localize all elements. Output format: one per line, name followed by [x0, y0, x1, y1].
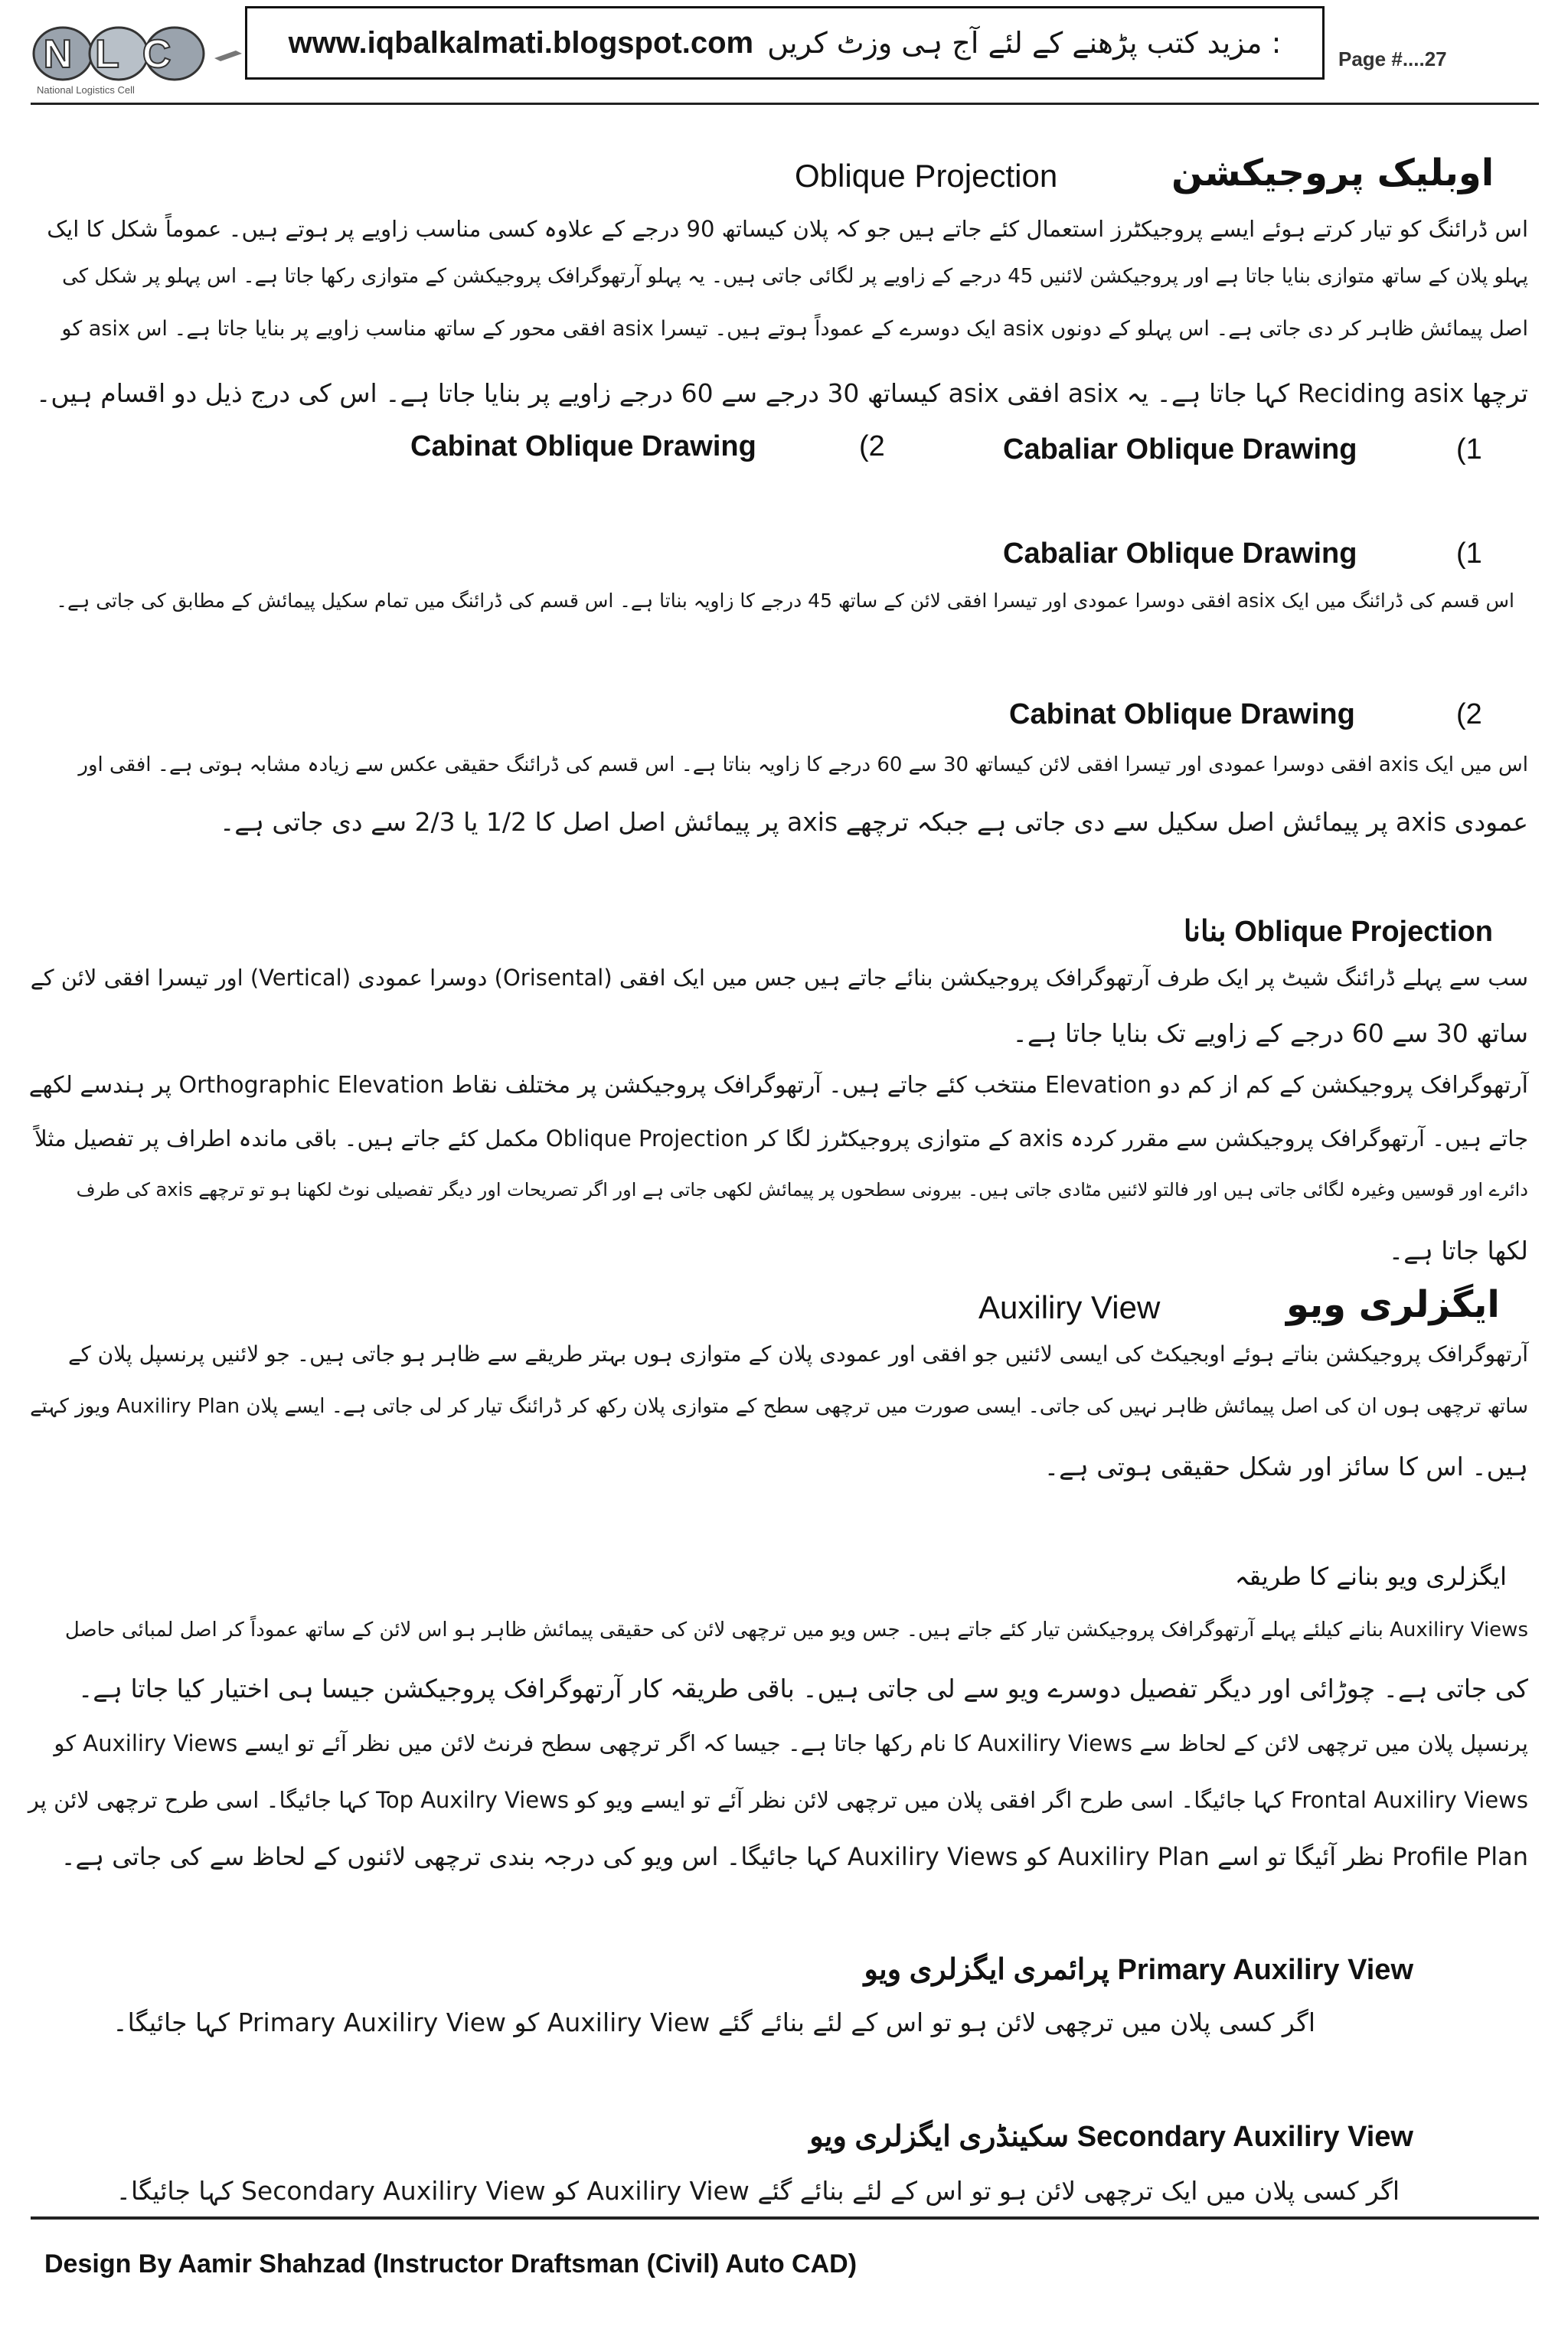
making-line: لکھا جاتا ہے۔ [1388, 1236, 1528, 1266]
cabaliar-title: Cabaliar Oblique Drawing [1003, 537, 1357, 570]
type-number: (2 [859, 430, 885, 462]
making-line: ساتھ 30 سے 60 درجے کے زاویے تک بنایا جاتا ہے۔ [1012, 1018, 1528, 1048]
nlc-logo-icon [31, 23, 207, 84]
type-name: Cabaliar Oblique Drawing [1003, 433, 1357, 466]
auxiliary-title-urdu: ایگزلری ویو [1286, 1283, 1500, 1326]
cabinat-title: Cabinat Oblique Drawing [1009, 698, 1355, 730]
website-url[interactable]: www.iqbalkalmati.blogspot.com [288, 25, 754, 60]
footer-divider [31, 2216, 1539, 2220]
logo-arrow-icon [213, 47, 243, 63]
auxiliary-line: آرتھوگرافک پروجیکشن بناتے ہوئے اوبجیکٹ کی ایسی لائنیں جو افقی اور عمودی پلان کے متوازی ہوں بہتر طریقے سے ظاہر ہو جاتی ہیں۔ جو لائنیں پرنسپل پلان کے [68, 1341, 1528, 1367]
header-divider [31, 103, 1539, 105]
type-name: Cabinat Oblique Drawing [410, 430, 756, 462]
method-line: پرنسپل پلان میں ترچھی لائن کے لحاظ سے Auxiliry Views کا نام رکھا جاتا ہے۔ جیسا کہ اگر ترچھی سطح فرنٹ لائن میں نظر آئے تو ایسے Auxiliry Views کو [54, 1730, 1528, 1756]
cabinat-number: (2 [1456, 698, 1482, 730]
website-banner [245, 6, 1325, 80]
method-line: Auxiliry Views بنانے کیلئے پہلے آرتھوگرافک پروجیکشن تیار کئے جاتے ہیں۔ جس ویو میں ترچھی لائن کی حقیقی پیمائش ظاہر ہو اس لائن کے ساتھ عموداً کر اصل لمبائی حاصل [64, 1619, 1528, 1642]
svg-text:NLC: NLC [43, 32, 194, 77]
making-line: جاتے ہیں۔ آرتھوگرافک پروجیکشن سے مقرر کردہ axis کے متوازی پروجیکٹرز لگا کر Oblique Projection مکمل کئے جاتے ہیں۔ باقی ماندہ اطراف پر تفصیل مثلاً [34, 1125, 1528, 1152]
method-line: Frontal Auxiliry Views کہا جائیگا۔ اسی طرح اگر افقی پلان میں ترچھی لائن نظر آئے تو ایسے ویو کو Top Auxilry Views کہا جائیگا۔ اسی طرح ترچھی لائن پر [28, 1787, 1528, 1813]
page-number: Page #....27 [1338, 47, 1447, 70]
oblique-para-line: اس ڈرائنگ کو تیار کرتے ہوئے ایسے پروجیکٹرز استعمال کئے جاتے ہیں جو کہ پلان کیساتھ 90 درجے کے علاوہ کسی مناسب زاویے پر ہوتے ہیں۔ عموماً شکل کا ایک [47, 216, 1528, 242]
oblique-title-en: Oblique Projection [795, 158, 1058, 194]
type-number: (1 [1456, 433, 1482, 466]
making-line: آرتھوگرافک پروجیکشن کے کم از کم دو Elevation منتخب کئے جاتے ہیں۔ آرتھوگرافک پروجیکشن پر مختلف نقاط Orthographic Elevation پر ہندسے لکھے [28, 1072, 1528, 1099]
oblique-para-line: ترچھا Reciding asix کہا جاتا ہے۔ یہ asix افقی asix کیساتھ 30 درجے سے 60 درجے زاویے پر بنایا جاتا ہے۔ اس کی درج ذیل دو اقسام ہیں۔ [36, 378, 1528, 408]
making-line: سب سے پہلے ڈرائنگ شیٹ پر ایک طرف آرتھوگرافک پروجیکشن بنائے جاتے ہیں جس میں ایک افقی (Orisental) دوسرا عمودی (Vertical) اور تیسرا افقی لائن کے [30, 965, 1528, 991]
method-line: کی جاتی ہے۔ چوڑائی اور دیگر تفصیل دوسرے ویو سے لی جاتی ہیں۔ باقی طریقہ کار آرتھوگرافک پروجیکشن جیسا ہی اختیار کیا جاتا ہے۔ [77, 1674, 1528, 1704]
auxiliary-line: ہیں۔ اس کا سائز اور شکل حقیقی ہوتی ہے۔ [1044, 1452, 1528, 1481]
cabinat-line: عمودی axis پر پیمائش اصل سکیل سے دی جاتی ہے جبکہ ترچھے axis پر پیمائش اصل اصل کا 1/2 یا 2/3 سے دی جاتی ہے۔ [219, 807, 1528, 837]
making-title: Oblique Projection بنانا [1183, 916, 1493, 948]
auxiliary-title-en: Auxiliry View [978, 1289, 1161, 1325]
cabaliar-number: (1 [1456, 537, 1482, 570]
making-line: دائرے اور قوسیں وغیرہ لگائی جاتی ہیں اور فالتو لائنیں مٹادی جاتی ہیں۔ بیرونی سطحوں پر پیمائش لکھی جاتی ہے اور اگر تصریحات اور دیگر تفصیلی نوٹ لکھنا ہو تو ترچھے axis کی طرف [76, 1179, 1528, 1200]
secondary-title: Secondary Auxiliry View سکینڈری ایگزلری ویو [809, 2121, 1413, 2153]
auxiliary-line: ساتھ ترچھی ہوں ان کی اصل پیمائش ظاہر نہیں کی جاتی۔ ایسی صورت میں ترچھی سطح کے متوازی پلان رکھ کر ڈرائنگ تیار کر لی جاتی ہے۔ ایسے پلان Auxiliry Plan ویوز کہتے [30, 1395, 1528, 1418]
primary-line: اگر کسی پلان میں ترچھی لائن ہو تو اس کے لئے بنائے گئے Auxiliry View کو Primary Auxiliry View کہا جائیگا۔ [113, 2007, 1315, 2037]
secondary-line: اگر کسی پلان میں ایک ترچھی لائن ہو تو اس کے لئے بنائے گئے Auxiliry View کو Secondary Auxiliry View کہا جائیگا۔ [116, 2176, 1400, 2206]
footer-credit: Design By Aamir Shahzad (Instructor Draftsman (Civil) Auto CAD) [44, 2249, 858, 2278]
oblique-para-line: اصل پیمائش ظاہر کر دی جاتی ہے۔ اس پہلو کے دونوں asix ایک دوسرے کے عموداً ہوتے ہیں۔ تیسرا asix افقی محور کے ساتھ مناسب زاویے پر بنایا جاتا ہے۔ اس asix کو [61, 317, 1528, 341]
cabinat-line: اس میں ایک axis افقی دوسرا عمودی اور تیسرا افقی لائن کیساتھ 30 سے 60 درجے کا زاویہ بناتا ہے۔ اس قسم کی ڈرائنگ حقیقی عکس سے زیادہ مشابہ ہوتی ہے۔ افقی اور [78, 753, 1528, 776]
oblique-para-line: پہلو پلان کے ساتھ متوازی بنایا جاتا ہے اور پروجیکشن لائنیں 45 درجے کے زاویے پر لگائی جاتی ہیں۔ یہ پہلو آرتھوگرافک پروجیکشن کے متوازی رکھا جاتا ہے۔ اس پہلو پر شکل کی [62, 265, 1528, 288]
method-title: ایگزلری ویو بنانے کا طریقہ [1234, 1562, 1507, 1591]
nlc-logo [31, 23, 237, 100]
logo-subtitle: National Logistics Cell [37, 84, 135, 96]
cabaliar-line: اس قسم کی ڈرائنگ میں ایک asix افقی دوسرا عمودی اور تیسرا افقی لائن کے ساتھ 45 درجے کا زاویہ بناتا ہے۔ اس قسم کی ڈرائنگ میں تمام سکیل پیمائش کے مطابق کی جاتی ہے۔ [56, 590, 1514, 612]
method-line: Profile Plan نظر آئیگا تو اسے Auxiliry Plan کو Auxiliry Views کہا جائیگا۔ اس ویو کی درجہ بندی ترچھی لائنوں کے لحاظ سے کی جاتی ہے۔ [60, 1842, 1528, 1871]
primary-title: Primary Auxiliry View پرائمری ایگزلری ویو [864, 1954, 1413, 1986]
oblique-title-urdu: اوبلیک پروجیکشن [1171, 152, 1494, 194]
website-banner-urdu: : مزید کتب پڑھنے کے لئے آج ہی وزٹ کریں [767, 26, 1282, 60]
page-header [0, 0, 1568, 107]
